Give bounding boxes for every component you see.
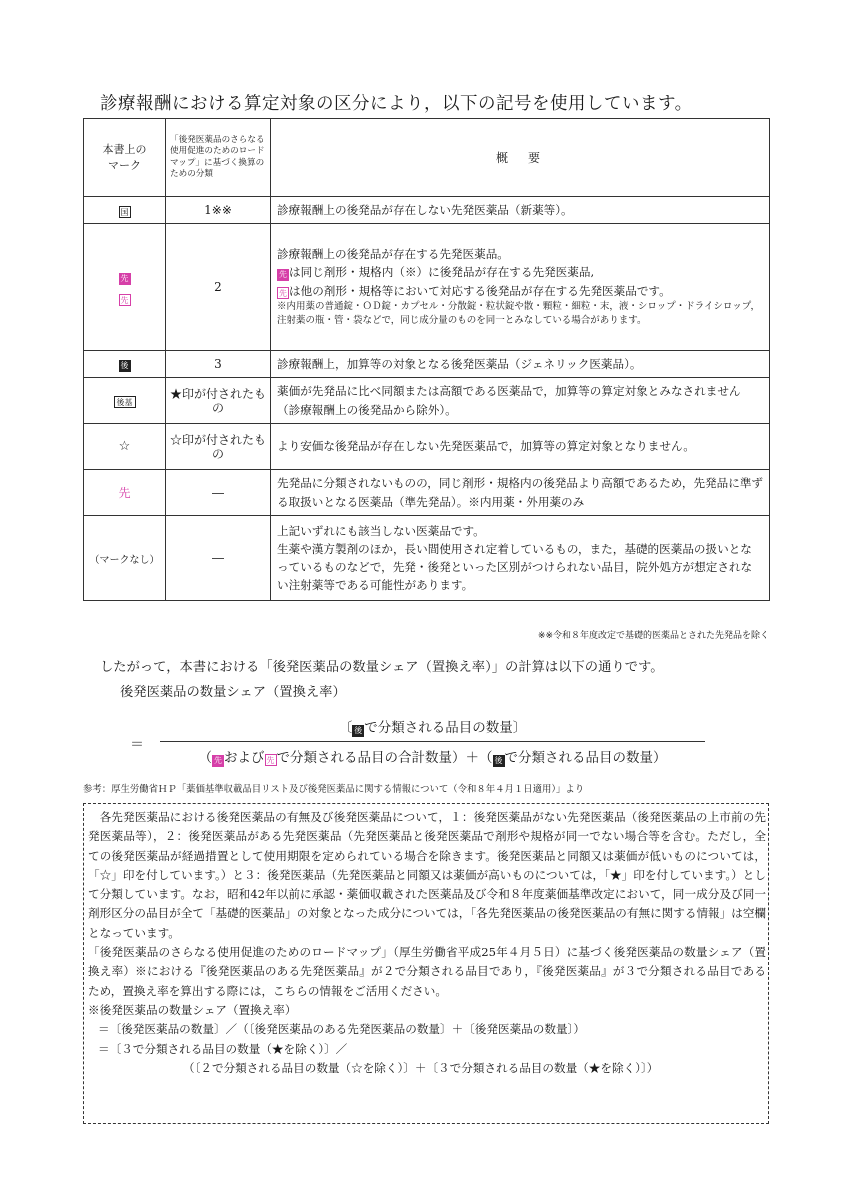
mark-original-other-icon: 先 [266, 756, 275, 765]
classification-cell: ★印が付されたもの [166, 378, 271, 424]
classification-cell: ― [166, 470, 271, 516]
table-footnote: ※※令和８年度改定で基礎的医薬品とされた先発品を除く [537, 631, 769, 641]
mark-generic-icon: 後 [354, 726, 363, 735]
classification-cell: ☆印が付されたもの [166, 424, 271, 470]
formula-title: 後発医薬品の数量シェア（置換え率） [120, 685, 346, 700]
info-formula-line: ＝〔後発医薬品の数量〕／（〔後発医薬品のある先発医薬品の数量〕＋〔後発医薬品の数量〕） [98, 1022, 585, 1037]
info-paragraph: 「後発医薬品のさらなる使用促進のためのロードマップ」（厚生労働省平成25年４月５日）に基づく後発医薬品の数量シェア（置換え率）※における『後発医薬品のある先発医薬品』が２で分類される品目であり，『後発医薬品』が３で分類される品目であるため，置換え率を算出する際には，こちらの情報をご活用ください。 [88, 945, 766, 998]
mark-original-other-icon: 先 [279, 288, 287, 298]
mark-generic-icon: 後 [120, 361, 129, 370]
formula-equals: ＝ [130, 737, 144, 753]
table-row [84, 351, 770, 378]
info-formula-title: ※後発医薬品の数量シェア（置換え率） [88, 1002, 297, 1017]
mark-new-drug-icon: 国 [120, 207, 129, 217]
header-mark: 本書上の マーク [84, 119, 166, 197]
classification-cell: 3 [166, 351, 271, 378]
mark-star-outline-icon: ☆ [84, 424, 166, 470]
summary-cell: より安価な後発品が存在しない先発医薬品で，加算等の算定対象となりません。 [271, 424, 770, 470]
mark-none-label: （マークなし） [84, 516, 166, 601]
table-row [84, 224, 770, 351]
classification-cell: 2 [166, 224, 271, 351]
summary-cell: 上記いずれにも該当しない医薬品です。 生薬や漢方製剤のほか，長い間使用され定着しているもの，また，基礎的医薬品の扱いとなっているものなどで，先発・後発といった区別がつけられない品目，院外処方が想定されない注射薬等である可能性があります。 [271, 516, 770, 601]
summary-cell: 薬価が先発品に比べ同額または高額である医薬品で，加算等の算定対象とみなされません（診療報酬上の後発品から除外）。 [271, 378, 770, 424]
info-box-text [88, 808, 766, 1078]
summary-note: ※内用薬の普通錠・ＯＤ錠・カプセル・分散錠・粒状錠や散・顆粒・細粒・末，液・シロップ・ドライシロップ，注射薬の瓶・管・袋などで，同じ成分量のものを同一とみなしている場合があります。 [277, 300, 760, 327]
summary-cell: 診療報酬上の後発品が存在しない先発医薬品（新薬等）。 [271, 197, 770, 224]
table-header-row [84, 119, 770, 197]
classification-cell: ― [166, 516, 271, 601]
page-heading: 診療報酬における算定対象の区分により，以下の記号を使用しています。 [100, 94, 693, 114]
table-row [84, 516, 770, 601]
table-row [84, 378, 770, 424]
mark-generic-icon: 後 [494, 756, 503, 765]
table-row [84, 470, 770, 516]
formula-denominator: （ 先 および 先 で分類される品目の合計数量）＋（ 後 で分類される品目の数量） [198, 750, 667, 766]
mark-original-other-icon: 先 [120, 295, 129, 305]
header-summary: 概 要 [271, 119, 770, 197]
table-row [84, 197, 770, 224]
fraction-bar [160, 741, 705, 742]
formula-numerator: 〔 後 で分類される品目の数量〕 [338, 720, 527, 736]
summary-cell: 先発品に分類されないものの，同じ剤形・規格内の後発品より高額であるため，先発品に準ずる取扱いとなる医薬品（準先発品）。※内用薬・外用薬のみ [271, 470, 770, 516]
table-row [84, 424, 770, 470]
info-formula-line: （〔２で分類される品目の数量（☆を除く）〕＋〔３で分類される品目の数量（★を除く）〕） [183, 1060, 659, 1075]
mark-quasi-original-icon: 先 [118, 486, 131, 500]
info-formula-line: ＝〔３で分類される品目の数量（★を除く）〕／ [98, 1041, 348, 1056]
mark-legend-table [83, 118, 770, 601]
summary-cell: 診療報酬上の後発品が存在する先発医薬品。 先 は同じ剤形・規格内（※）に後発品が存在する先発医薬品, 先 は他の剤形・規格等において対応する後発品が存在する先発医薬品です。 ※内用薬の普通錠・ＯＤ錠・カプセル・分散錠・粒状錠や散・顆粒・細粒・末，液・シロップ・ドライシロップ，注射薬の瓶・管・袋などで，同じ成分量のものを同一とみなしている場合があります。 [271, 224, 770, 351]
reference-note: 参考：厚生労働省ＨＰ「薬価基準収載品目リスト及び後発医薬品に関する情報について（令和８年４月１日適用）」より [83, 784, 585, 795]
classification-cell: 1※※ [166, 197, 271, 224]
summary-cell: 診療報酬上，加算等の対象となる後発医薬品（ジェネリック医薬品）。 [271, 351, 770, 378]
mark-generic-basic-icon: 後基 [114, 396, 136, 408]
mark-original-same-icon: 先 [120, 273, 129, 283]
mark-original-same-icon: 先 [214, 756, 222, 765]
calculation-intro: したがって，本書における「後発医薬品の数量シェア（置換え率）」の計算は以下の通りです。 [100, 660, 664, 675]
mark-original-same-icon: 先 [279, 270, 287, 280]
info-paragraph: 各先発医薬品における後発医薬品の有無及び後発医薬品について，１：後発医薬品がない先発医薬品（後発医薬品の上市前の先発医薬品等），２：後発医薬品がある先発医薬品（先発医薬品と後発医薬品で剤形や規格が同一でない場合等を含む。ただし，全ての後発医薬品が経過措置として使用期限を定められている場合を除きます。後発医薬品と同額又は薬価が低いものについては，「☆」印を付しています。）と３：後発医薬品（先発医薬品と同額又は薬価が高いものについては，「★」印を付しています。）として分類しています。なお，昭和42年以前に承認・薬価収載された医薬品及び令和８年度薬価基準改定において，同一成分及び同一剤形区分の品目が全て「基礎的医薬品」の対象となった成分については，「各先発医薬品の後発医薬品の有無に関する情報」は空欄となっています。 [88, 810, 767, 940]
header-classification: 「後発医薬品のさらなる使用促進のためのロードマップ」に基づく換算のための分類 [166, 119, 271, 197]
